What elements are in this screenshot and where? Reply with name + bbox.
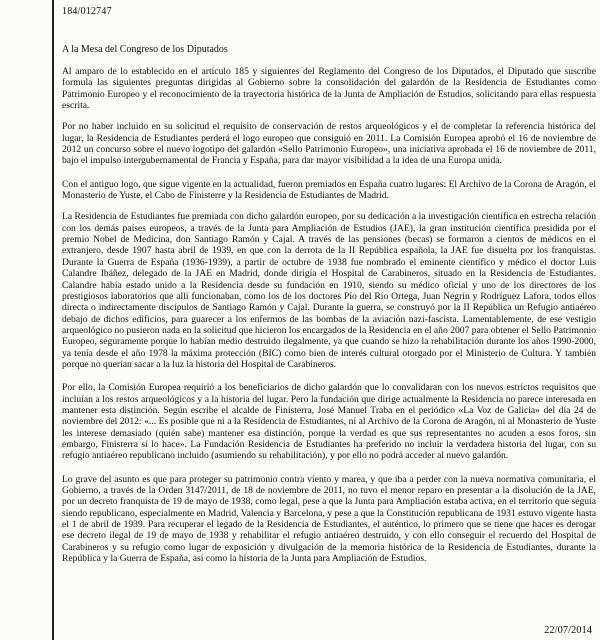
greeting: A la Mesa del Congreso de los Diputados <box>62 44 228 55</box>
paragraph-residencia-history: La Residencia de Estudiantes fue premiada con dicho galardón europeo, por su dedicación a la investigación científica en estrecha relación con los demás países europeos, a través de la Junta para Ampliación de Estudios (JAE), la gran institución científica presidida por el premio Nobel de Medicina, don Santiago Ramón y Cajal. A través de las pensiones (becas) se formaron a cientos de médicos en el extranjero, desde 1907 hasta abril de 1939, en que con la derrota de la II República española, la JAE fue disuelta por los franquistas. Durante la Guerra de España (1936-1939), a partir de octubre de 1938 fue nombrado el eminente científico y médico el doctor Luis Calandre Ibáñez, delegado de la JAE en Madrid, donde dirigía el Hospital de Carabineros, situado en la Residencia de Estudiantes. Calandre había estado unido a la Residencia desde su fundación en 1910, siendo su médico oficial y uno de los directores de los prestigiosos laboratorios que allí funcionaban, como los de los doctores Pío del Río Ortega, Juan Negrín y Rodríguez Lafora, todos ellos directa o indirectamente discípulos de Santiago Ramón y Cajal. Durante la guerra, se construyó por la II República un Refugio antiaéreo debajo de dichos edificios, para guarecer a los enfermos de las bombas de la aviación nazi-fascista. Lamentablemente, de ese vestigio arqueológico no pusieron nada en la solicitud que hicieron los encargados de la Residencia en el año 2007 para obtener el Sello Patrimonio Europeo, seguramente porque lo habían medio destruido ilegalmente, ya que cuando se hizo la rehabilitación durante los años 1990-2000, ya tenía desde el año 1978 la máxima protección (BIC) como bien de interés cultural otorgado por el Ministerio de Cultura. Y también porque no querían sacar a la luz la historia del Hospital de Carabineros. <box>62 211 596 370</box>
paragraph-government-order: Lo grave del asunto es que para proteger su patrimonio contra viento y marea, y que iba a perder con la nueva normativa comunitaria, el Gobierno, a través de la Orden 3147/2011, de 18 de noviembre de 2011, no tuvo el menor reparo en presentar a la disolución de la JAE, por un decreto franquista de 19 de mayo de 1938, como legal, pese a que la Junta para Ampliación estaba activa, en el territorio que seguía siendo republicano, especialmente en Madrid, Valencia y Barcelona, y pese a que la Constitución republicana de 1931 estuvo vigente hasta el 1 de abril de 1939. Para recuperar el legado de la Residencia de Estudiantes, el auténtico, lo primero que se tiene que hacer es derogar ese decreto ilegal de 19 de mayo de 1938 y rehabilitar el refugio antiaéreo destruido, y con ello conseguir el recuerdo del Hospital de Carabineros y su refugio como lugar de exposición y divulgación de la memoria histórica de la Residencia de Estudiantes, durante la República y la Guerra de España, así como la historia de la Junta para Ampliación de Estudios. <box>62 473 596 565</box>
document-body <box>62 44 596 624</box>
paragraph-old-logo: Con el antiguo logo, que sigue vigente en la actualidad, fueron premiados en España cuatro lugares: El Archivo de la Corona de Aragón, el Monasterio de Yuste, el Cabo de Finisterre y la Residencia de Estudiantes de Madrid. <box>62 178 596 202</box>
document-date: 22/07/2014 <box>544 625 592 636</box>
paragraph-commission-requirements: Por ello, la Comisión Europea requirió a los beneficiarios de dicho galardón que lo convalidaran con los nuevos estrictos requisitos que incluían a los restos arqueológicos y a la historia del lugar. Pero la fundación que dirige actualmente la Residencia no parece interesada en mantener esta distinción. Según escribe el alcalde de Finisterra, José Manuel Traba en el periódico «La Voz de Galicia» del día 24 de noviembre del 2012: «... Es posible que ni a la Residencia de Estudiantes, ni al Archivo de la Corona de Aragón, ni al Monasterio de Yuste les interese demasiado (quién sabe) mantener esa distinción, porque la verdad es que sus representantes no acuden a esos foros, sin embargo, Finisterra sí lo hace». La Fundación Residencia de Estudiantes ha preferido no incluir la verdadera historia del lugar, con su refugio antiaéreo republicano incluido (asumiendo su rehabilitación), y por ello no podrá acceder al nuevo galardón. <box>62 382 596 462</box>
paragraph-intro: Al amparo de lo establecido en el artículo 185 y siguientes del Reglamento del Congreso de los Diputados, el Diputado que suscribe formula las siguientes preguntas dirigidas al Gobierno sobre la consolidación del galardón de la Residencia de Estudiantes como Patrimonio Europeo y el reconocimiento de la trayectoria histórica de la Junta de Ampliación de Estudios, solicitando para ellas respuesta escrita. <box>62 66 596 112</box>
left-border-line <box>52 0 54 640</box>
paragraph-background: Por no haber incluido en su solicitud el requisito de conservación de restos arqueológicos y el de completar la referencia histórica del lugar, la Residencia de Estudiantes perderá el logo europeo que consiguió en 2011. La Comisión Europea aprobó el 16 de noviembre de 2012 un concurso sobre el nuevo logotipo del galardón «Sello Patrimonio Europeo», una iniciativa aprobada el 16 de noviembre de 2011, bajo el impulso intergubernamental de Francia y España, para dar mayor visibilidad a la idea de una Europa unida. <box>62 121 596 167</box>
document-reference: 184/012747 <box>62 6 112 17</box>
